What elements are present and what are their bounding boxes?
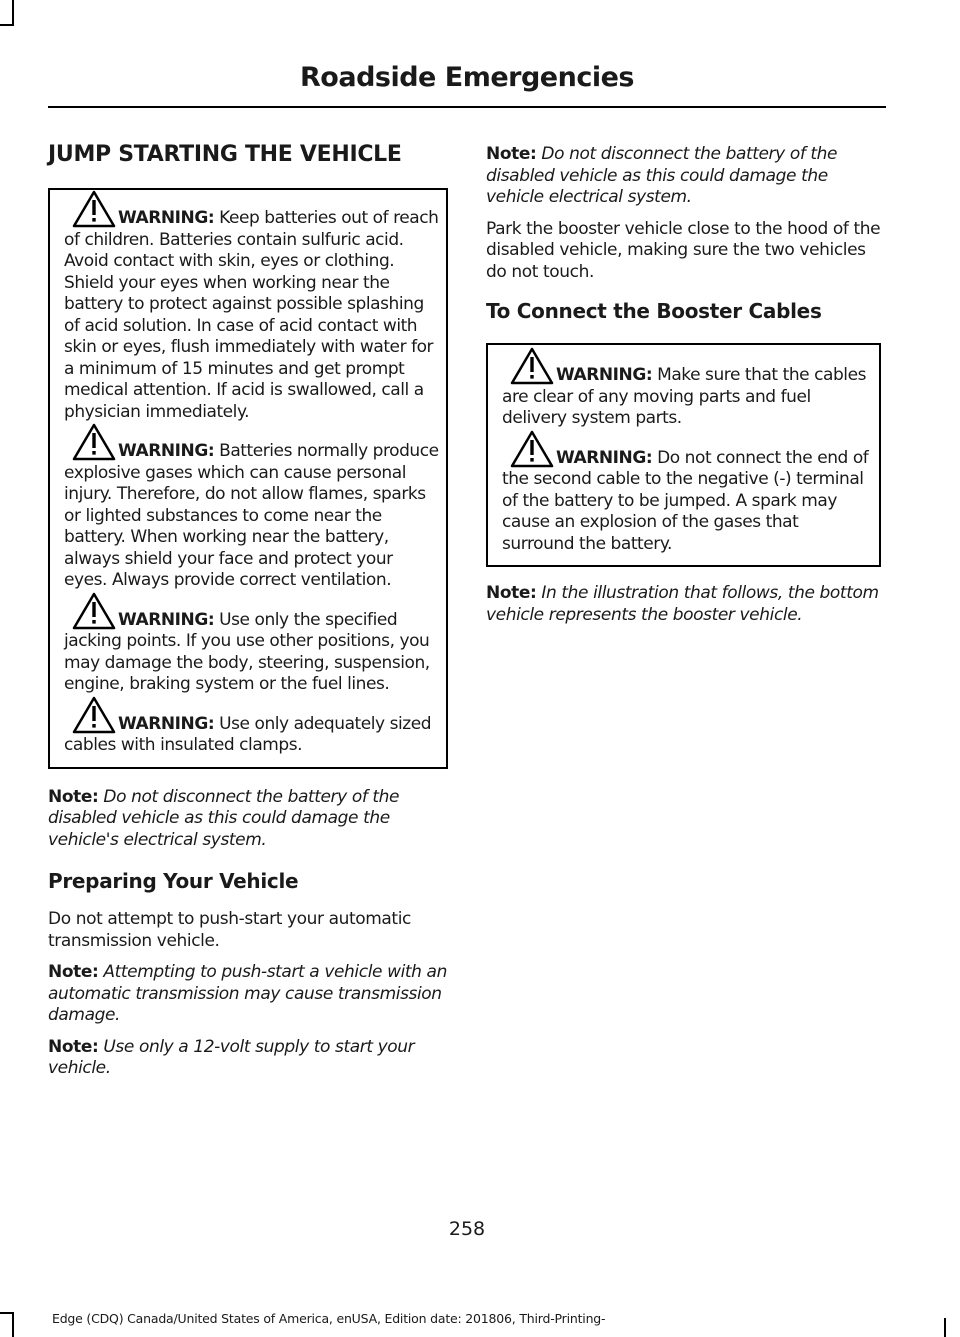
left-column — [48, 140, 448, 1090]
note-text: In the illustration that follows, the bottom vehicle represents the booster vehicle. — [486, 583, 879, 625]
warning-label: WARNING: — [556, 447, 653, 468]
page-number: 258 — [448, 1218, 486, 1240]
section-heading: JUMP STARTING THE VEHICLE — [48, 142, 402, 167]
warning-item — [64, 714, 440, 757]
warning-text — [502, 365, 873, 430]
page-title: Roadside Emergencies — [300, 62, 634, 93]
warning-label: WARNING: — [118, 208, 215, 228]
note-text: Do not disconnect the battery of the disabled vehicle as this could damage the vehicle's electrical system. — [48, 786, 400, 850]
warning-text — [64, 208, 440, 423]
note-text: Attempting to push-start a vehicle with an automatic transmission may cause transmission damage. — [48, 962, 447, 1025]
warning-triangle-icon — [72, 190, 116, 228]
paragraph: Do not attempt to push-start your automatic transmission vehicle. — [48, 909, 411, 951]
warning-body: Batteries normally produce explosive gases which can cause personal injury. Therefore, do not allow flames, sparks or lighted substances to come near the battery. When working near the battery, always shield your face and protect your eyes. Always provide correct ventilation. — [64, 441, 439, 590]
warning-triangle-icon — [510, 347, 554, 385]
note-text: Do not disconnect the battery of the disabled vehicle as this could damage the vehicle electrical system. — [486, 144, 838, 207]
warning-text — [502, 448, 873, 556]
footer-edition: Edge (CDQ) Canada/United States of America, enUSA, Edition date: 201806, Third-Printing- — [52, 1311, 606, 1326]
warning-item — [64, 208, 440, 423]
note-label: Note: — [48, 786, 99, 807]
note — [48, 962, 448, 1027]
warning-triangle-icon — [72, 696, 116, 734]
note — [48, 1037, 448, 1080]
warning-triangle-icon — [510, 430, 554, 468]
warning-text — [64, 714, 440, 757]
crop-mark — [0, 1312, 14, 1314]
warning-item — [502, 448, 873, 556]
note-label: Note: — [486, 583, 537, 603]
warning-body: Make sure that the cables are clear of any moving parts and fuel delivery system parts. — [502, 365, 866, 428]
paragraph: Park the booster vehicle close to the hood of the disabled vehicle, making sure the two vehicles do not touch. — [486, 218, 881, 282]
note-label: Note: — [486, 144, 537, 164]
warning-triangle-icon — [72, 423, 116, 461]
warning-text — [64, 610, 440, 696]
warning-triangle-icon — [72, 592, 116, 630]
header-divider — [48, 106, 886, 108]
warning-label: WARNING: — [118, 713, 215, 734]
warning-text — [64, 441, 440, 592]
right-column — [486, 144, 881, 636]
warning-body: Use only the specified jacking points. If you use other positions, you may damage the body, steering, suspension, engine, braking system or the fuel lines. — [64, 609, 430, 694]
warning-body: Keep batteries out of reach of children. Batteries contain sulfuric acid. Avoid contact with skin, eyes or clothing. Shield your eyes when working near the battery to protect against possible splashing of acid solution. In case of acid contact with skin or eyes, flush immediately with water for a minimum of 15 minutes and get prompt medical attention. If acid is swallowed, call a physician immediately. — [64, 208, 439, 422]
note-label: Note: — [48, 962, 99, 982]
warning-label: WARNING: — [118, 441, 215, 461]
warning-box — [486, 343, 881, 567]
note — [486, 583, 881, 626]
crop-mark — [0, 24, 14, 26]
subheading: To Connect the Booster Cables — [486, 299, 822, 323]
warning-item — [502, 365, 873, 430]
note — [486, 144, 881, 209]
warning-body: Do not connect the end of the second cable to the negative (-) terminal of the battery to be jumped. A spark may cause an explosion of the gases that surround the battery. — [502, 447, 869, 554]
warning-label: WARNING: — [118, 609, 215, 630]
crop-mark — [12, 1312, 14, 1337]
warning-label: WARNING: — [556, 365, 653, 385]
warning-box — [48, 188, 448, 769]
subheading: Preparing Your Vehicle — [48, 869, 299, 893]
note — [48, 787, 448, 852]
note-label: Note: — [48, 1036, 99, 1057]
note-text: Use only a 12-volt supply to start your vehicle. — [48, 1036, 415, 1078]
warning-body: Use only adequately sized cables with insulated clamps. — [64, 713, 432, 755]
crop-mark — [12, 0, 14, 26]
crop-mark — [944, 1318, 946, 1337]
warning-item — [64, 441, 440, 592]
warning-item — [64, 610, 440, 696]
